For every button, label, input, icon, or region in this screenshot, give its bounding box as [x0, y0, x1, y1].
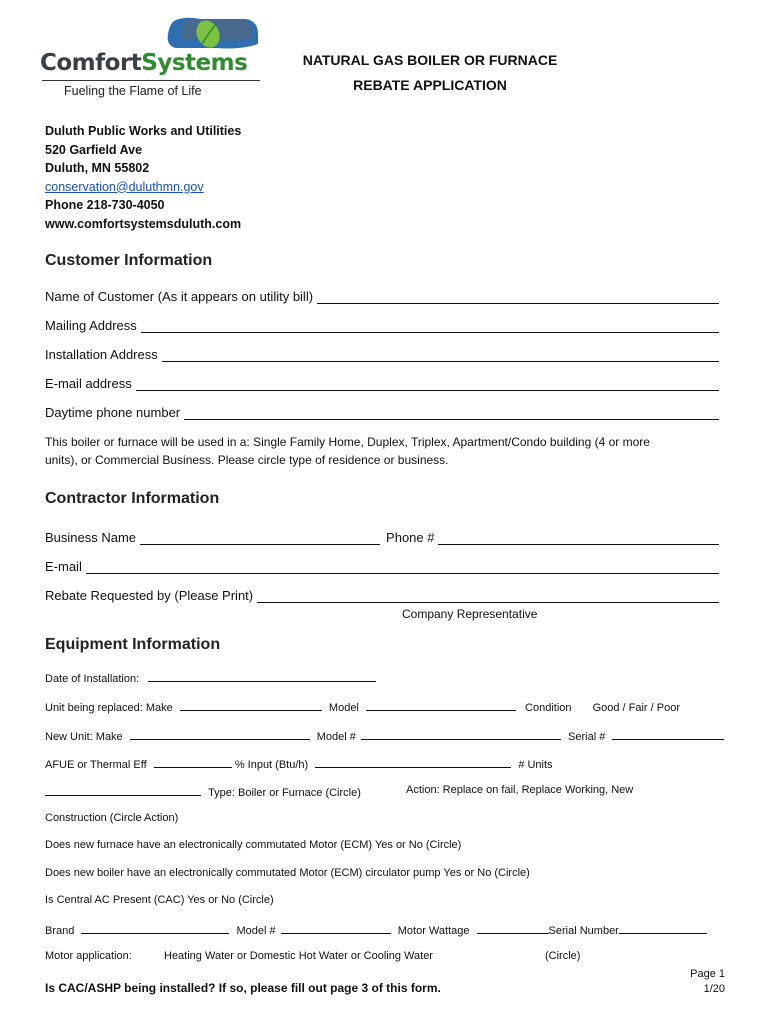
usage-type-line1: This boiler or furnace will be used in a: Single Family Home, Duplex, Triplex, Apartment/Condo building (4 or more: [45, 435, 650, 449]
form-title-line2: REBATE APPLICATION: [353, 77, 507, 93]
replaced-condition-choices[interactable]: Good / Fair / Poor: [592, 702, 680, 714]
daytime-phone-label: Daytime phone number: [45, 405, 181, 420]
motor-application-label: Motor application:: [45, 950, 132, 962]
replaced-model-field[interactable]: [366, 699, 516, 711]
company-rep-caption: Company Representative: [402, 607, 538, 621]
brand-label: Brand: [45, 925, 75, 937]
contractor-phone-field[interactable]: [438, 532, 719, 545]
install-date-field[interactable]: [148, 670, 376, 682]
action-choices[interactable]: Action: Replace on fail, Replace Working, New: [406, 784, 634, 796]
daytime-phone-field[interactable]: [184, 407, 719, 420]
logo-tagline: Fueling the Flame of Life: [64, 84, 202, 98]
afue-field[interactable]: [154, 756, 232, 768]
customer-email-label: E-mail address: [45, 376, 132, 391]
usage-type-paragraph: [45, 433, 735, 469]
daytime-phone-row: [45, 405, 719, 420]
page-number: [690, 967, 725, 997]
comfort-systems-logo: [36, 16, 266, 106]
org-city: Duluth, MN 55802: [45, 161, 150, 175]
customer-email-field[interactable]: [136, 378, 719, 391]
replaced-unit-row: [45, 699, 680, 714]
org-website: www.comfortsystemsduluth.com: [45, 216, 242, 231]
contractor-email-row: [45, 559, 719, 574]
serial-number-field[interactable]: [619, 922, 707, 934]
new-make-field[interactable]: [130, 728, 310, 740]
logo-divider: [42, 80, 260, 81]
install-date-label: Date of Installation:: [45, 673, 140, 685]
customer-name-field[interactable]: [317, 291, 719, 304]
brand-model-label: Model #: [236, 925, 276, 937]
cac-question[interactable]: Is Central AC Present (CAC) Yes or No (Circle): [45, 894, 274, 906]
equipment-heading: Equipment Information: [45, 636, 221, 653]
motor-application-choices[interactable]: Heating Water or Domestic Hot Water or Cooling Water: [164, 950, 433, 962]
brand-field[interactable]: [81, 922, 229, 934]
units-label: # Units: [518, 759, 553, 771]
contractor-phone-label: Phone #: [386, 530, 435, 545]
new-model-label: Model #: [316, 731, 356, 743]
type-choices[interactable]: Type: Boiler or Furnace (Circle): [208, 787, 361, 799]
new-model-field[interactable]: [361, 728, 561, 740]
construction-text: Construction (Circle Action): [45, 812, 179, 824]
org-name: Duluth Public Works and Utilities: [45, 124, 242, 138]
install-date-row: [45, 670, 376, 685]
customer-heading: Customer Information: [45, 252, 213, 269]
rebate-requested-row: [45, 588, 719, 603]
replaced-make-label: Unit being replaced: Make: [45, 702, 173, 714]
rebate-requested-field[interactable]: [257, 590, 719, 603]
business-phone-row: [45, 530, 719, 545]
contractor-email-label: E-mail: [45, 559, 82, 574]
replaced-model-label: Model: [328, 702, 359, 714]
logo-wordmark: ComfortSystems: [40, 50, 248, 76]
brand-row: [45, 922, 707, 937]
afue-label: AFUE or Thermal Eff: [45, 759, 147, 771]
customer-name-label: Name of Customer (As it appears on utility bill): [45, 289, 314, 304]
org-email-link[interactable]: conservation@duluthmn.gov: [45, 179, 204, 194]
motor-wattage-field[interactable]: [477, 922, 549, 934]
cac-ashp-note: Is CAC/ASHP being installed? If so, please fill out page 3 of this form.: [45, 981, 441, 995]
new-serial-label: Serial #: [568, 731, 606, 743]
installation-address-field[interactable]: [162, 349, 719, 362]
contractor-heading: Contractor Information: [45, 490, 220, 507]
input-btu-label: % Input (Btu/h): [234, 759, 309, 771]
mailing-address-row: [45, 318, 719, 333]
mailing-address-label: Mailing Address: [45, 318, 137, 333]
units-count-field[interactable]: [45, 784, 201, 796]
org-contact-block: [45, 122, 241, 233]
ecm-motor-question[interactable]: Does new furnace have an electronically commutated Motor (ECM) Yes or No (Circle): [45, 839, 462, 851]
new-serial-field[interactable]: [612, 728, 724, 740]
brand-model-field[interactable]: [281, 922, 391, 934]
contractor-email-field[interactable]: [86, 561, 719, 574]
business-name-field[interactable]: [140, 532, 380, 545]
customer-email-row: [45, 376, 719, 391]
form-title-line1: NATURAL GAS BOILER OR FURNACE: [302, 52, 558, 68]
business-name-label: Business Name: [45, 530, 137, 545]
afue-row: [45, 756, 553, 771]
installation-address-label: Installation Address: [45, 347, 158, 362]
replaced-make-field[interactable]: [180, 699, 322, 711]
customer-name-row: [45, 289, 719, 304]
replaced-condition-label: Condition: [525, 702, 572, 714]
installation-address-row: [45, 347, 719, 362]
page-label: Page 1: [690, 968, 725, 980]
type-row: [45, 784, 361, 799]
new-unit-row: [45, 728, 724, 743]
ecm-pump-question[interactable]: Does new boiler have an electronically commutated Motor (ECM) circulator pump Yes or No (Circle): [45, 867, 530, 879]
page-count: 1/20: [703, 983, 725, 995]
input-btu-field[interactable]: [315, 756, 511, 768]
org-phone: Phone 218-730-4050: [45, 198, 165, 212]
usage-type-line2: units), or Commercial Business. Please circle type of residence or business.: [45, 453, 449, 467]
mailing-address-field[interactable]: [141, 320, 719, 333]
motor-application-circle: (Circle): [545, 950, 581, 962]
serial-number-label: Serial Number: [548, 925, 619, 937]
org-street: 520 Garfield Ave: [45, 142, 143, 157]
rebate-requested-label: Rebate Requested by (Please Print): [45, 588, 254, 603]
motor-wattage-label: Motor Wattage: [397, 925, 470, 937]
new-make-label: New Unit: Make: [45, 731, 123, 743]
